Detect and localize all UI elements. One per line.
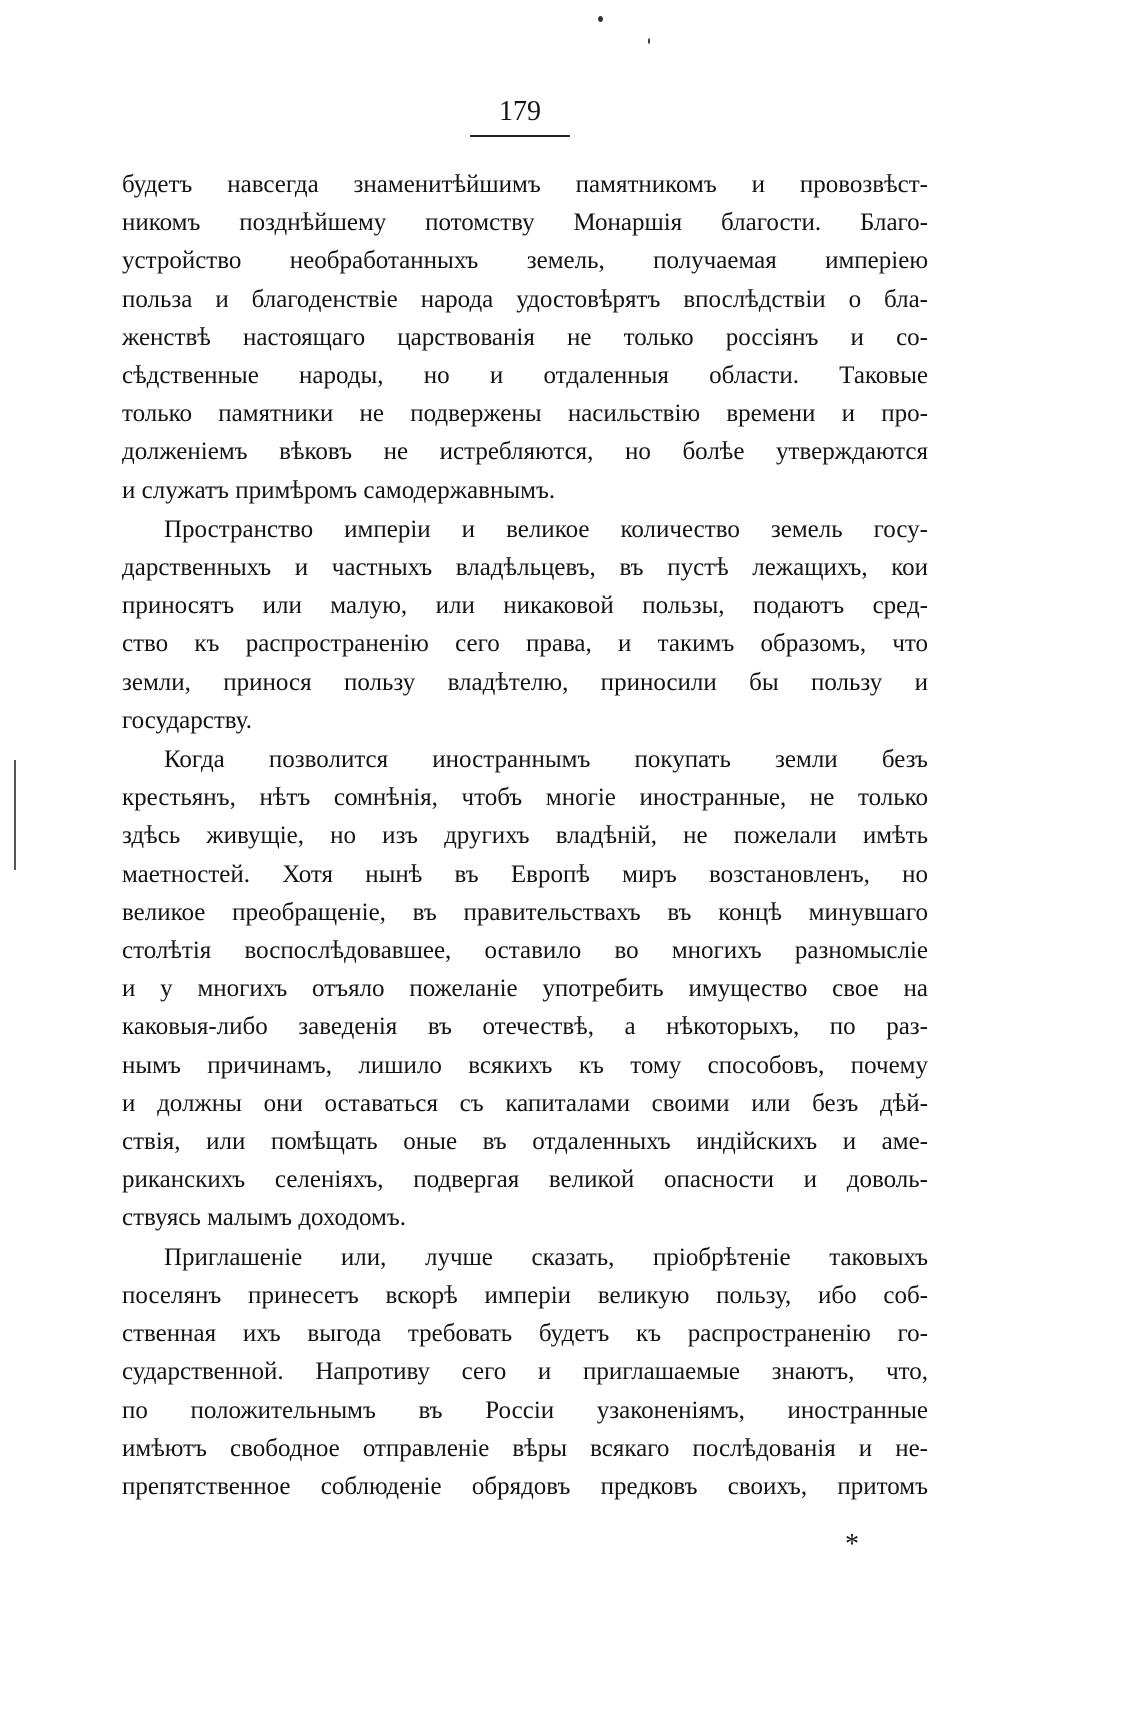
text-line: и у многихъ отъяло пожеланіе употребить имущество свое на [122,975,928,1003]
page-number-rule [470,135,570,137]
text-line: Пространство имперіи и великое количество земель госу- [164,515,928,543]
text-line: ственная ихъ выгода требовать будетъ къ распространенію го- [122,1320,928,1348]
text-line: долженіемъ вѣковъ не истребляются, но болѣе утверждаются [122,438,928,466]
paragraph [122,1239,928,1506]
text-line: имѣютъ свободное отправленіе вѣры всякаго послѣдованія и не- [122,1434,928,1462]
text-line: устройство необработанныхъ земель, получаемая имперіею [122,247,928,275]
footer-asterisk: * [845,1529,859,1560]
text-line: поселянъ принесетъ вскорѣ имперіи великую пользу, ибо соб- [122,1281,928,1309]
text-line: сѣдственные народы, но и отдаленныя области. Таковые [122,362,928,390]
text-line: каковыя-либо заведенія въ отечествѣ, а нѣкоторыхъ, по раз- [122,1013,928,1041]
text-line: сударственной. Напротиву сего и приглашаемые знаютъ, что, [122,1358,928,1386]
page-body [122,166,928,1507]
text-line: нымъ причинамъ, лишило всякихъ къ тому способовъ, почему [122,1051,928,1079]
text-line: дарственныхъ и частныхъ владѣльцевъ, въ пустѣ лежащихъ, кои [122,554,928,582]
text-line: ствуясь малымъ доходомъ. [122,1204,406,1232]
text-line: великое преобращеніе, въ правительствахъ въ концѣ минувшаго [122,898,928,926]
text-line: маетностей. Хотя нынѣ въ Европѣ миръ возстановленъ, но [122,860,928,888]
text-line: ство къ распространенію сего права, и такимъ образомъ, что [122,630,928,658]
text-line: препятственное соблюденіе обрядовъ предковъ своихъ, притомъ [122,1472,928,1500]
text-line: будетъ навсегда знаменитѣйшимъ памятникомъ и провозвѣст- [122,171,928,198]
margin-rule [14,760,16,870]
text-line: государству. [122,706,252,734]
text-line: земли, принося пользу владѣтелю, приносили бы пользу и [122,668,928,696]
text-line: Когда позволится иностраннымъ покупать земли безъ [164,746,928,774]
paragraph [122,511,928,740]
text-line: польза и благоденствіе народа удостовѣрятъ впослѣдствіи о бла- [122,285,928,313]
text-line: по положительнымъ въ Россіи узаконеніямъ, иностранные [122,1396,928,1424]
text-line: и служатъ примѣромъ самодержавнымъ. [122,476,556,504]
text-line: здѣсь живущіе, но изъ другихъ владѣній, не пожелали имѣть [122,822,928,850]
text-line: риканскихъ селеніяхъ, подвергая великой опасности и доволь- [122,1166,928,1194]
text-line: и должны они оставаться съ капиталами своими или безъ дѣй- [122,1089,928,1117]
text-line: женствѣ настоящаго царствованія не только россіянъ и со- [122,323,928,351]
text-line: крестьянъ, нѣтъ сомнѣнія, чтобъ многіе иностранные, не только [122,784,928,812]
text-line: приносятъ или малую, или никаковой пользы, подаютъ сред- [122,592,928,620]
text-line: столѣтія воспослѣдовавшее, оставило во многихъ разномысліе [122,937,928,965]
text-line: никомъ позднѣйшему потомству Монаршія благости. Благо- [122,209,928,237]
print-speck [598,16,603,22]
page-number: 179 [499,96,541,127]
text-line: только памятники не подвержены насильствію времени и про- [122,400,928,428]
print-speck [648,38,650,44]
paragraph [122,741,928,1238]
text-line: ствія, или помѣщать оные въ отдаленныхъ индійскихъ и аме- [122,1128,928,1156]
text-line: Приглашеніе или, лучше сказать, пріобрѣтеніе таковыхъ [164,1243,928,1271]
paragraph [122,166,928,510]
